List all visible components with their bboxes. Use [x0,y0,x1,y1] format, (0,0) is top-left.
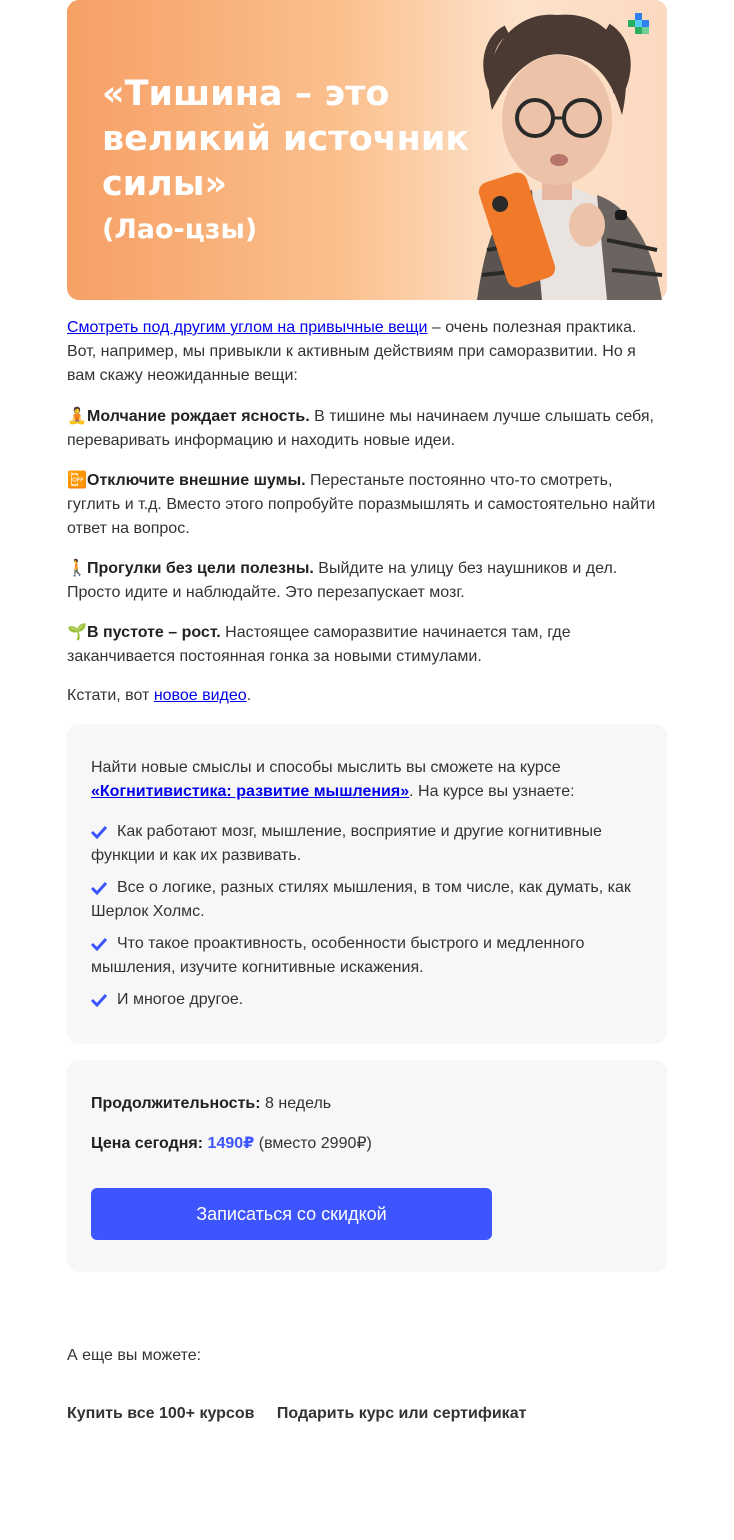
tip-item [67,556,667,605]
course-card [67,724,667,1044]
offer-card [67,1060,667,1272]
list-item-text: И многое другое. [117,991,244,1008]
tip-text: Выйдите на улицу без наушников и дел. Просто идите и наблюдайте. Это перезапускает мозг. [67,560,618,601]
price-value: 1490₽ [207,1135,255,1152]
list-item [91,876,643,924]
by-the-way-text: Кстати, вот [67,687,154,704]
hero-author: (Лао-цзы) [102,214,258,245]
person-photo [447,0,667,300]
intro-link[interactable]: Смотреть под другим углом на привычные вещи [67,319,428,336]
tip-item [67,404,667,453]
duration-row [91,1092,643,1116]
checkmark-icon [91,938,107,950]
meditation-icon: 🧘 [67,406,87,425]
tip-title: Отключите внешние шумы. [87,472,306,489]
list-item [91,820,643,868]
by-the-way-end: . [246,687,252,704]
duration-label: Продолжительность: [91,1095,261,1112]
list-item-text: Все о логике, разных стилях мышления, в том числе, как думать, как Шерлок Холмс. [91,879,631,920]
list-item-text: Как работают мозг, мышление, восприятие и другие когнитивные функции и как их развивать. [91,823,602,864]
duration-value: 8 недель [260,1095,332,1112]
course-lead [91,756,643,804]
tip-text: В тишине мы начинаем лучше слышать себя, переваривать информацию и находить новые идеи. [67,408,654,449]
tip-text: Настоящее саморазвитие начинается там, где заканчивается постоянная гонка за новыми стимулами. [67,624,571,665]
checkmark-icon [91,994,107,1006]
intro-text: – очень полезная практика. Вот, например, мы привыкли к активным действиям при саморазвитии. Но я вам скажу неожиданные вещи: [67,319,637,384]
tip-text: Перестаньте постоянно что-то смотреть, гуглить и т.д. Вместо этого попробуйте поразмышлять и самостоятельно найти ответ на вопрос. [67,472,656,537]
course-lead-after: . На курсе вы узнаете: [409,783,575,800]
gift-course-link[interactable]: Подарить курс или сертификат [276,1405,527,1422]
by-the-way-paragraph [67,684,667,708]
price-label: Цена сегодня: [91,1135,204,1152]
checkmark-icon [91,826,107,838]
intro-paragraph [67,316,667,388]
phone-off-icon: 📴 [67,470,87,489]
hero-banner[interactable] [67,0,667,300]
more-title: А еще вы можете: [67,1347,202,1364]
brand-cube-icon [627,12,651,36]
price-row [91,1132,643,1156]
seedling-icon: 🌱 [67,622,87,641]
hero-quote: «Тишина – это великий источник силы» [102,74,470,204]
course-benefits-list [91,820,643,1012]
enroll-discount-button[interactable]: Записаться со скидкой [91,1188,492,1240]
tip-item [67,620,667,669]
list-item [91,988,643,1012]
list-item [91,932,643,980]
tip-title: В пустоте – рост. [87,624,221,641]
buy-all-courses-link[interactable]: Купить все 100+ курсов [67,1405,255,1422]
course-lead-text: Найти новые смыслы и способы мыслить вы сможете на курсе [91,759,561,776]
price-old: (вместо 2990₽) [258,1135,372,1152]
list-item-text: Что такое проактивность, особенности быстрого и медленного мышления, изучите когнитивные искажения. [91,935,585,976]
course-link[interactable]: «Когнитивистика: развитие мышления» [91,783,410,800]
new-video-link[interactable]: новое видео [153,687,247,704]
checkmark-icon [91,882,107,894]
tip-title: Молчание рождает ясность. [87,408,310,425]
walking-person-icon: 🚶 [67,558,87,577]
more-links [67,1402,667,1422]
tip-item [67,468,667,541]
email-content [67,0,667,1422]
tip-title: Прогулки без цели полезны. [87,560,314,577]
